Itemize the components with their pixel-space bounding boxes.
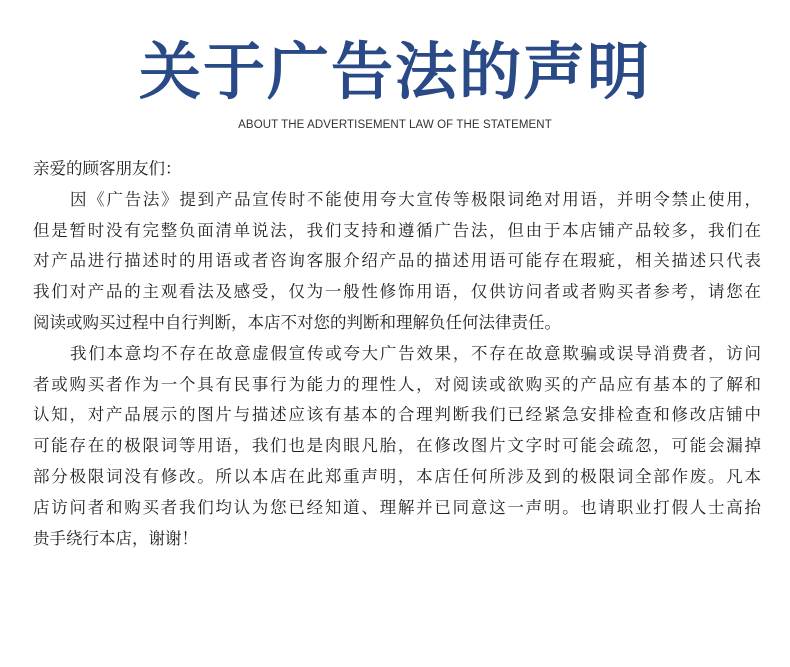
page-subtitle: ABOUT THE ADVERTISEMENT LAW OF THE STATEMENT (238, 119, 552, 131)
paragraph-line: 可能存在的极限词等用语，我们也是肉眼凡胎，在修改图片文字时可能会疏忽，可能会漏掉 (33, 436, 761, 456)
paragraph-line: 贵手绕行本店，谢谢！ (33, 528, 198, 548)
paragraph-line: 对产品进行描述时的用语或者咨询客服介绍产品的描述用语可能存在瑕疵，相关描述只代表 (33, 251, 761, 271)
paragraph-line: 但是暂时没有完整负面清单说法，我们支持和遵循广告法，但由于本店铺产品较多，我们在 (33, 220, 761, 240)
paragraph-line: 因《广告法》提到产品宣传时不能使用夸大宣传等极限词绝对用语，并明令禁止使用， (70, 189, 761, 209)
paragraph-line: 认知，对产品展示的图片与描述应该有基本的合理判断我们已经紧急安排检查和修改店铺中 (33, 405, 761, 425)
paragraph-line: 店访问者和购买者我们均认为您已经知道、理解并已同意这一声明。也请职业打假人士高抬 (33, 497, 761, 517)
greeting-line: 亲爱的顾客朋友们： (33, 159, 182, 178)
paragraph-line: 我们本意均不存在故意虚假宣传或夸大广告效果，不存在故意欺骗或误导消费者，访问 (70, 343, 761, 363)
statement-body (33, 154, 761, 554)
paragraph-line: 阅读或购买过程中自行判断，本店不对您的判断和理解负任何法律责任。 (33, 312, 561, 332)
page-title: 关于广告法的声明 (138, 35, 651, 108)
paragraph-line: 者或购买者作为一个具有民事行为能力的理性人，对阅读或欲购买的产品应有基本的了解和 (33, 374, 761, 394)
paragraph-2 (33, 339, 761, 555)
paragraph-line: 我们对产品的主观看法及感受，仅为一般性修饰用语，仅供访问者或者购买者参考，请您在 (33, 282, 761, 302)
paragraph-line: 部分极限词没有修改。所以本店在此郑重声明，本店任何所涉及到的极限词全部作废。凡本 (33, 466, 761, 486)
paragraph-1 (33, 185, 761, 339)
